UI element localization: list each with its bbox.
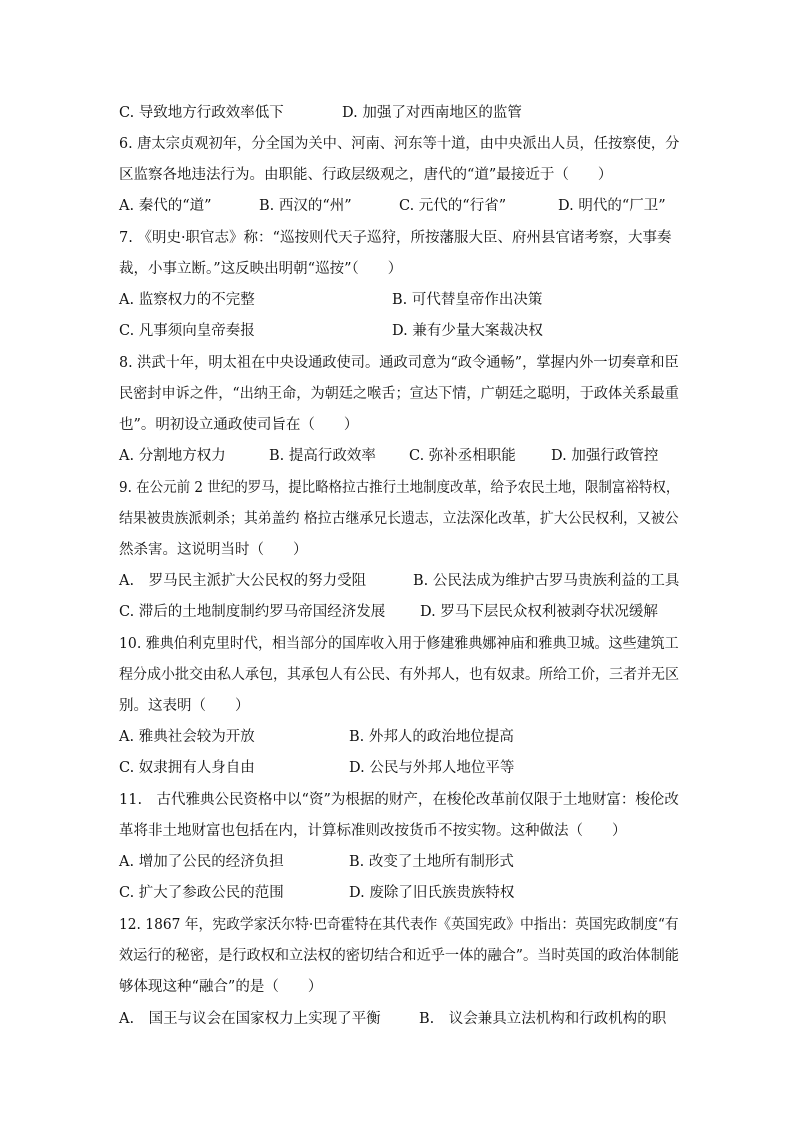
q7-option-d: D. 兼有少量大案裁决权 <box>392 323 543 339</box>
q9-option-b: B. 公民法成为维护古罗马贵族利益的工具 <box>413 573 680 589</box>
q10-stem-line: 10. 雅典伯利克里时代，相当部分的国库收入用于修建雅典娜神庙和雅典卫城。这些建筑工 <box>119 636 679 652</box>
q11-option-d: D. 废除了旧氏族贵族特权 <box>349 885 515 901</box>
q6-option-d: D. 明代的“厂卫” <box>558 198 666 214</box>
q12-stem-line: 12. 1867 年，宪政学家沃尔特·巴奇霍特在其代表作《英国宪政》中指出：英国宪政制度“有 <box>119 917 679 933</box>
q12-stem-line: 效运行的秘密，是行政权和立法权的密切结合和近乎一体的融合”。当时英国的政治体制能 <box>119 948 679 964</box>
q9-stem-line: 结果被贵族派刺杀；其弟盖约 格拉古继承兄长遗志，立法深化改革，扩大公民权利，又被公 <box>119 511 679 527</box>
q11-stem-line: 革将非土地财富也包括在内，计算标准则改按货币不按实物。这种做法（ ） <box>119 823 627 839</box>
q11-option-a: A. 增加了公民的经济负担 <box>119 854 284 870</box>
q6-option-a: A. 秦代的“道” <box>119 198 212 214</box>
q10-stem-line: 程分成小批交由私人承包，其承包人有公民、有外邦人，也有奴隶。所给工价，三者并无区 <box>119 667 679 683</box>
q6-option-b: B. 西汉的“州” <box>259 198 352 214</box>
q8-option-b: B. 提高行政效率 <box>269 448 376 464</box>
q9-stem-line: 9. 在公元前 2 世纪的罗马，提比略格拉古推行土地制度改革，给予农民土地，限制富裕特权， <box>119 480 680 496</box>
q6-stem-line: 6. 唐太宗贞观初年，分全国为关中、河南、河东等十道，由中央派出人员，任按察使，分 <box>119 136 680 152</box>
q7-option-c: C. 凡事须向皇帝奏报 <box>119 323 255 339</box>
q9-option-a: A. 罗马民主派扩大公民权的努力受阻 <box>119 573 367 589</box>
q8-stem-line: 也”。明初设立通政使司旨在（ ） <box>119 417 359 433</box>
q12-stem-line: 够体现这种“融合”的是（ ） <box>119 979 323 995</box>
q10-option-d: D. 公民与外邦人地位平等 <box>349 760 515 776</box>
q7-option-b: B. 可代替皇帝作出决策 <box>392 292 543 308</box>
q7-option-a: A. 监察权力的不完整 <box>119 292 255 308</box>
q7-stem-line: 7. 《明史·职官志》称：“巡按则代天子巡狩，所按藩服大臣、府州县官诸考察，大事奏 <box>119 230 672 246</box>
q9-stem-line: 然杀害。这说明当时（ ） <box>119 542 308 558</box>
q8-option-a: A. 分割地方权力 <box>119 448 226 464</box>
q8-option-d: D. 加强行政管控 <box>551 448 659 464</box>
q8-stem-line: 8. 洪武十年，明太祖在中央设通政使司。通政司意为“政令通畅”，掌握内外一切奏章和臣 <box>119 355 679 371</box>
q7-stem-line: 裁，小事立断。”这反映出明朝“巡按”（ ） <box>119 261 403 277</box>
q10-option-a: A. 雅典社会较为开放 <box>119 729 255 745</box>
q11-option-c: C. 扩大了参政公民的范围 <box>119 885 284 901</box>
q5-option-c: C. 导致地方行政效率低下 <box>119 105 284 121</box>
q8-option-c: C. 弥补丞相职能 <box>409 448 516 464</box>
q12-option-b: B. 议会兼具立法机构和行政机构的职 <box>419 1011 667 1027</box>
q5-option-d: D. 加强了对西南地区的监管 <box>342 105 522 121</box>
q9-option-c: C. 滞后的土地制度制约罗马帝国经济发展 <box>119 604 386 620</box>
q11-option-b: B. 改变了土地所有制形式 <box>349 854 514 870</box>
q9-option-d: D. 罗马下层民众权利被剥夺状况缓解 <box>420 604 658 620</box>
q8-stem-line: 民密封申诉之件，“出纳王命，为朝廷之喉舌；宣达下情，广朝廷之聪明，于政体关系最重 <box>119 386 679 402</box>
q6-option-c: C. 元代的“行省” <box>399 198 507 214</box>
q10-stem-line: 别。这表明（ ） <box>119 698 250 714</box>
q11-stem-line: 11. 古代雅典公民资格中以“资”为根据的财产，在梭伦改革前仅限于土地财富：梭伦改 <box>119 792 679 808</box>
q10-option-b: B. 外邦人的政治地位提高 <box>349 729 514 745</box>
q6-stem-line: 区监察各地违法行为。由职能、行政层级观之，唐代的“道”最接近于（ ） <box>119 167 613 183</box>
q12-option-a: A. 国王与议会在国家权力上实现了平衡 <box>119 1011 381 1027</box>
q10-option-c: C. 奴隶拥有人身自由 <box>119 760 255 776</box>
